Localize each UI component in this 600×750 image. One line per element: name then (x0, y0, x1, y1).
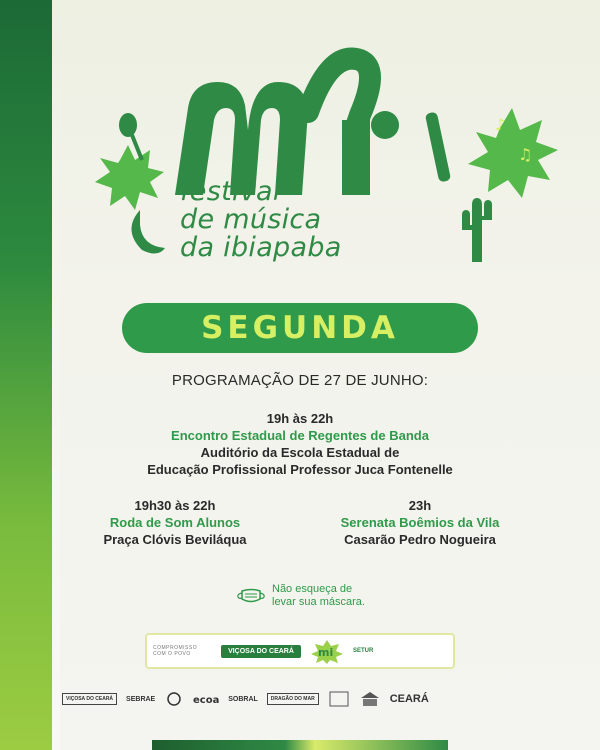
title-line-2: de música (180, 204, 322, 235)
partner-building-icon (359, 690, 381, 708)
compromisso-line-1: COMPROMISSO (153, 645, 198, 651)
partner-dragao-do-mar: DRAGÃO DO MAR (267, 693, 319, 705)
bottom-color-strip (152, 740, 448, 750)
event-serenata (320, 497, 520, 548)
setur-logo: SETUR (353, 648, 374, 654)
left-starburst-icon (95, 113, 165, 254)
partner-ceara: CEARÁ (389, 693, 429, 705)
partner-sobral: SOBRAL (228, 695, 258, 703)
face-mask-icon (236, 586, 266, 606)
partner-museum-icon (328, 690, 350, 708)
mask-reminder-text (272, 583, 365, 609)
svg-text:ecoa: ecoa (193, 695, 220, 706)
svg-text:mi: mi (318, 646, 334, 659)
partner-ecos-icon (193, 692, 219, 706)
title-line-3: da ibiapaba (180, 232, 342, 263)
swoosh-icon (308, 59, 370, 130)
partner-logos-row (62, 684, 592, 714)
event-time: 19h30 às 22h (134, 498, 216, 513)
event-place: Casarão Pedro Nogueira (344, 532, 496, 547)
program-heading: PROGRAMAÇÃO DE 27 DE JUNHO: (171, 372, 429, 389)
partner-vicosa: VIÇOSA DO CEARÁ (62, 693, 117, 705)
vicosa-logo: VIÇOSA DO CEARÁ (221, 645, 301, 658)
event-time: 23h (408, 498, 432, 513)
event-name: Encontro Estadual de Regentes de Banda (171, 428, 429, 443)
compromisso-text (153, 645, 213, 657)
mask-line-1: Não esqueça de (272, 583, 353, 595)
festival-title (180, 178, 440, 262)
festival-mini-logo-icon (309, 638, 345, 664)
event-regentes (100, 410, 500, 478)
event-name: Serenata Boêmios da Vila (340, 515, 500, 530)
partner-emblem-icon (164, 692, 184, 706)
sponsor-band (145, 633, 455, 669)
event-place: Praça Clóvis Beviláqua (103, 532, 247, 547)
compromisso-line-2: COM O POVO (153, 651, 191, 657)
day-pill (122, 303, 478, 353)
event-roda-de-som (75, 497, 275, 548)
event-time: 19h às 22h (266, 411, 334, 426)
svg-text:♪: ♪ (495, 115, 506, 134)
day-label: SEGUNDA (201, 310, 399, 346)
title-line-1: festival (180, 176, 281, 207)
mask-line-2: levar sua máscara. (272, 596, 365, 608)
event-name: Roda de Som Alunos (109, 515, 241, 530)
right-starburst-icon (425, 108, 558, 262)
event-place-line-1: Auditório da Escola Estadual de (200, 445, 400, 460)
i-dot-icon (371, 111, 399, 139)
event-place-line-2: Educação Profissional Professor Juca Fontenelle (147, 462, 453, 477)
svg-text:♫: ♫ (518, 145, 533, 164)
mask-reminder (236, 583, 365, 609)
partner-sebrae: SEBRAE (126, 695, 156, 703)
